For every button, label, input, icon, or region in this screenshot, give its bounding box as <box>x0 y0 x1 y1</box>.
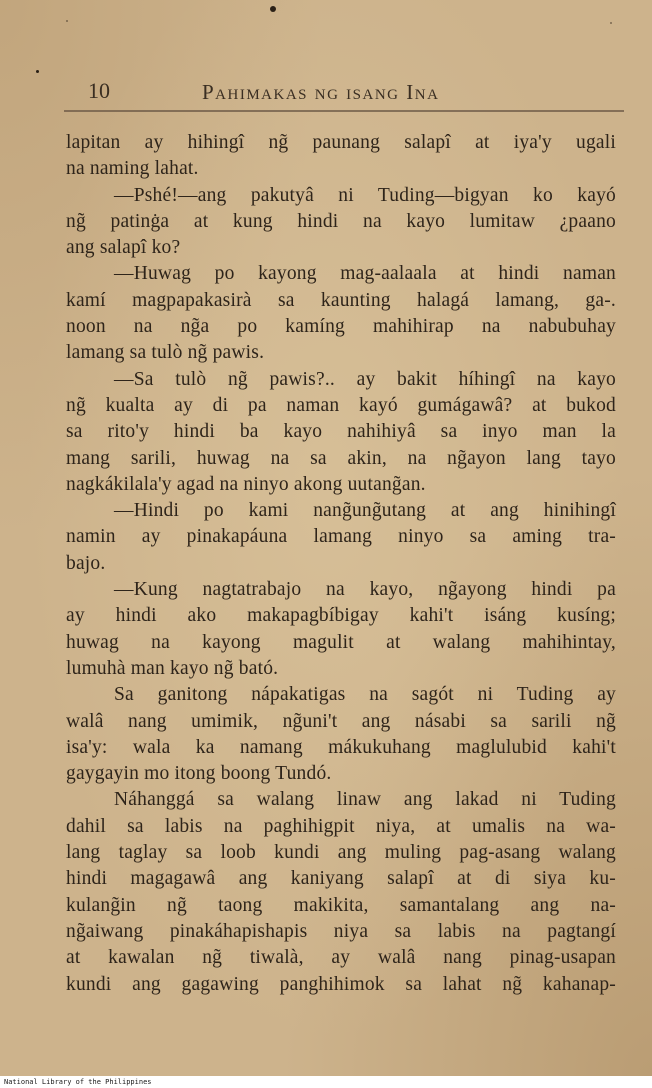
ink-speck <box>66 20 68 22</box>
text-line: kulang̃in ng̃ taong makikita, samantalang ang na- <box>66 894 616 916</box>
text-line: sa rito'y hindi ba kayo nahihiyâ sa inyo man la <box>66 421 616 443</box>
text-line: Sa ganitong nápakatigas na sagót ni Tuding ay <box>114 684 616 706</box>
text-line: dahil sa labis na paghihigpit niya, at umalis na wa- <box>66 815 616 837</box>
page-number: 10 <box>88 78 110 103</box>
text-line: nagkákilala'y agad na ninyo akong uutang̃an. <box>66 473 426 495</box>
text-line: —Hindi po kami nang̃ung̃utang at ang hinihingî <box>114 500 616 522</box>
text-line: ang salapî ko? <box>66 237 181 259</box>
text-line: kundi ang gagawing panghihimok sa lahat ng̃ kahanap- <box>66 973 616 995</box>
text-line: namin ay pinakapáuna lamang ninyo sa aming tra- <box>66 526 616 548</box>
body-text <box>66 130 616 998</box>
text-line: gaygayin mo itong boong Tundó. <box>66 763 332 785</box>
ink-speck <box>270 6 276 12</box>
text-line: lumuhà man kayo ng̃ bató. <box>66 657 279 679</box>
text-line: —Pshé!—ang pakutyâ ni Tuding—bigyan ko kayó <box>114 184 616 206</box>
text-line: hindi magagawâ ang kaniyang salapî at di siya ku- <box>66 868 616 890</box>
text-line: huwag na kayong magulit at walang mahihintay, <box>66 631 616 653</box>
text-line: noon na ng̃a po kamíng mahihirap na nabubuhay <box>66 316 616 338</box>
text-line: ng̃ kualta ay di pa naman kayó gumágawâ? at bukod <box>66 394 616 416</box>
text-line: kamí magpapakasirà sa kaunting halagá lamang, ga-. <box>66 289 616 311</box>
text-line: lapitan ay hihingî ng̃ paunang salapî at iya'y ugali <box>66 132 616 153</box>
text-line: lamang sa tulò ng̃ pawis. <box>66 342 265 364</box>
library-credit: National Library of the Philippines <box>4 1078 152 1086</box>
text-line: —Sa tulò ng̃ pawis?.. ay bakit híhingî na kayo <box>114 368 616 390</box>
text-line: bajo. <box>66 552 106 574</box>
text-line: lang taglay sa loob kundi ang muling pag-asang walang <box>66 842 616 864</box>
text-line: at kawalan ng̃ tiwalà, ay walâ nang pinag-usapan <box>66 947 616 969</box>
text-line: ng̃ patinġa at kung hindi na kayo lumitaw ¿paano <box>66 210 616 232</box>
text-line: —Huwag po kayong mag-aalaala at hindi naman <box>114 263 616 285</box>
text-line: ay hindi ako makapagbíbigay kahi't isáng kusíng; <box>66 605 616 627</box>
header-rule <box>64 110 624 112</box>
text-line: —Kung nagtatrabajo na kayo, ng̃ayong hindi pa <box>114 579 616 601</box>
ink-speck <box>36 70 39 73</box>
text-line: walâ nang umimik, ng̃uni't ang násabi sa sarili ng̃ <box>66 710 616 732</box>
ink-speck <box>610 22 612 24</box>
text-line: isa'y: wala ka namang mákukuhang maglulubid kahi't <box>66 736 616 758</box>
running-head: Pahimakas ng isang Ina <box>202 80 440 104</box>
text-line: na naming lahat. <box>66 158 199 180</box>
text-line: Náhanggá sa walang linaw ang lakad ni Tuding <box>114 789 616 811</box>
page-header <box>66 78 622 110</box>
text-line: ng̃aiwang pinakáhapishapis niya sa labis na pagtangí <box>66 920 616 942</box>
text-line: mang sarili, huwag na sa akin, na ng̃ayon lang tayo <box>66 447 616 469</box>
